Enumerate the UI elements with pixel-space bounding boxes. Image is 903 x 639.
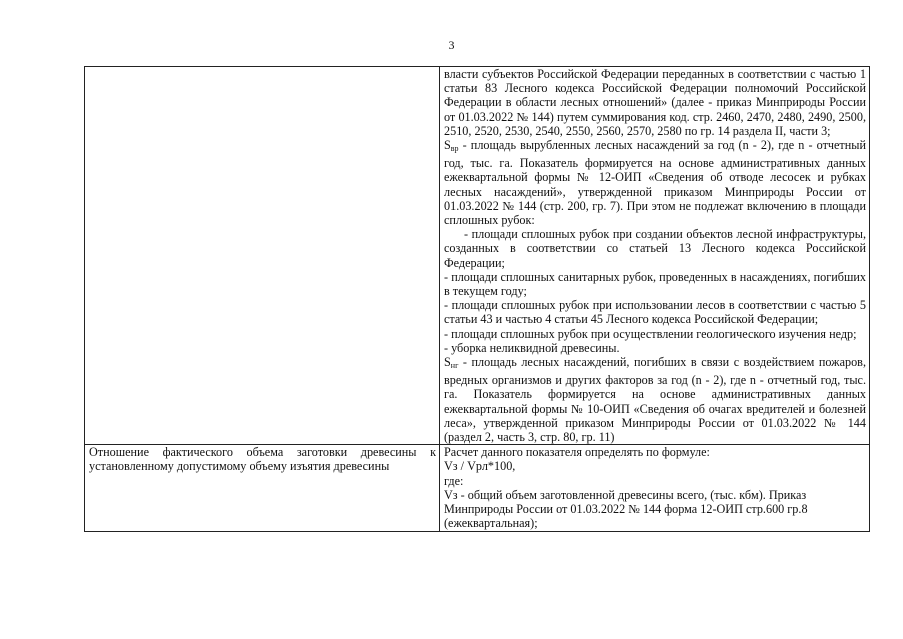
formula-variable: Vз - общий объем заготовленной древесины всего, (тыс. кбм). Приказ Минприроды России от 01.03.2022 № 144 форма 12-ОИП стр.600 гр.8 (ежеквартальная); xyxy=(444,487,808,531)
formula-intro: Расчет данного показателя определять по формуле: xyxy=(444,445,710,460)
method-cell xyxy=(440,67,870,445)
formula-where: где: xyxy=(444,473,464,488)
table-row xyxy=(85,67,870,445)
paragraph: $S_{нг}$ - площадь лесных насаждений, погибших в связи с воздействием пожаров, вредных организмов и других факторов за год (n - 2), где n - отчетный год, тыс. га. Показатель формируется на основе административных данных ежеквартальной формы № 10-ОИП «Сведения об очагах вредителей и болезней леса», утвержденной приказом Минприроды России от 01.03.2022 № 144 (раздел 2, часть 3, стр. 80, гр. 11) xyxy=(444,355,866,445)
paragraph: - площади сплошных санитарных рубок, проведенных в насаждениях, погибших в текущем году; xyxy=(444,269,866,299)
table-row xyxy=(85,445,870,531)
indicator-name-cell: Отношение фактического объема заготовки древесины к установленному допустимому объему изъятия древесины xyxy=(85,445,440,531)
indicator-table xyxy=(84,66,870,532)
indicator-name-cell xyxy=(85,67,440,445)
paragraph: - площади сплошных рубок при осуществлении геологического изучения недр; xyxy=(444,326,857,341)
paragraph: - площади сплошных рубок при создании объектов лесной инфраструктуры, созданных в соответствии со статьей 13 Лесного кодекса Российской Федерации; xyxy=(444,227,866,270)
method-cell xyxy=(440,445,870,531)
paragraph: - площади сплошных рубок при использовании лесов в соответствии с частью 5 статьи 43 и частью 4 статьи 45 Лесного кодекса Российской Федерации; xyxy=(444,298,866,327)
paragraph: - уборка неликвидной древесины. xyxy=(444,340,620,355)
paragraph: власти субъектов Российской Федерации переданных в соответствии с частью 1 статьи 83 Лесного кодекса Российской Федерации полномочий Российской Федерации в области лесных отношений» (далее - приказ Минприроды России от 01.03.2022 № 144) путем суммирования код. стр. 2460, 2470, 2480, 2490, 2500, 2510, 2520, 2530, 2540, 2550, 2560, 2570, 2580 по гр. 14 раздела II, части 3; xyxy=(444,67,866,138)
paragraph: $S_{вр}$ - площадь вырубленных лесных насаждений за год (n - 2), где n - отчетный год, тыс. га. Показатель формируется на основе административных данных ежеквартальной формы № 12-ОИП «Сведения об отводе лесосек и рубках лесных насаждений», утвержденной приказом Минприроды России от 01.03.2022 № 144 (стр. 200, гр. 7). При этом не подлежат включению в площади сплошных рубок: xyxy=(444,138,866,228)
formula: Vз / Vрл*100, xyxy=(444,459,516,474)
page-number: 3 xyxy=(448,38,455,52)
